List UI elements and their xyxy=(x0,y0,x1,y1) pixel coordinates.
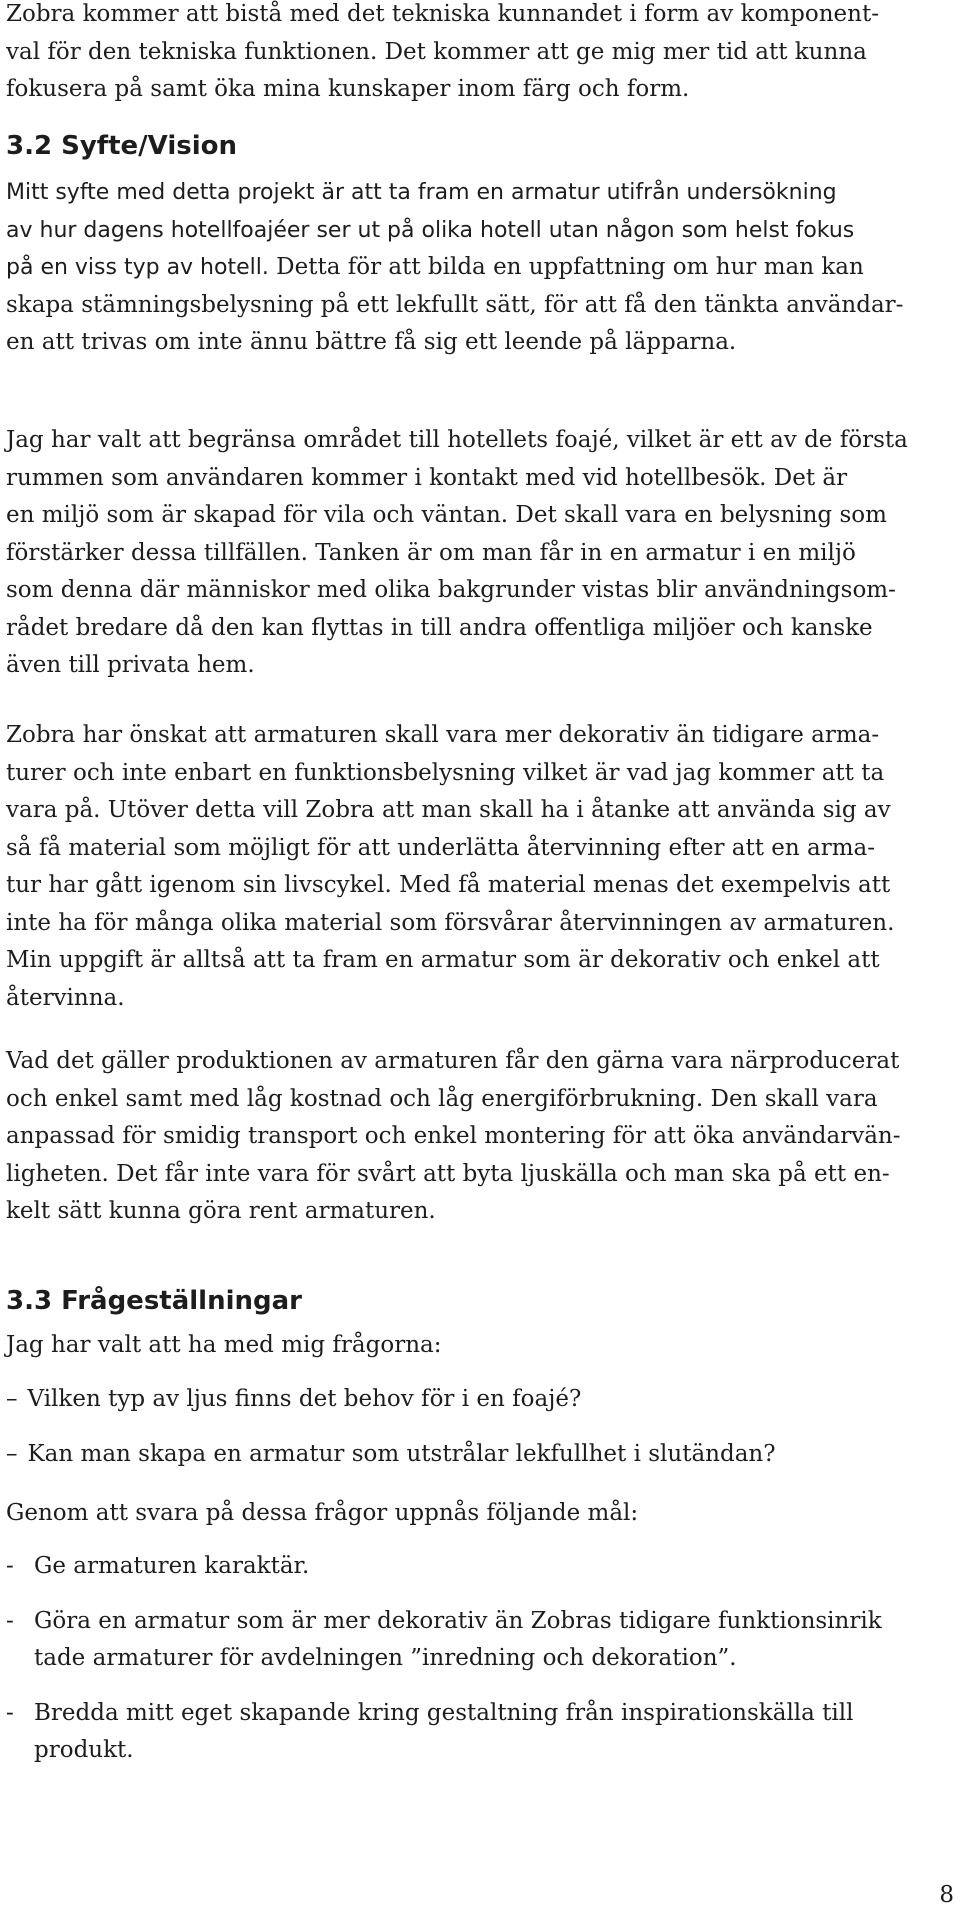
text-line: kelt sätt kunna göra rent armaturen. xyxy=(6,1198,436,1224)
production-paragraph xyxy=(6,1043,901,1231)
hyphen-bullet: - xyxy=(6,1699,14,1726)
text-line: och enkel samt med låg kostnad och låg energiförbrukning. Den skall vara xyxy=(6,1085,878,1112)
text-line: Vad det gäller produktionen av armaturen får den gärna vara närproducerat xyxy=(6,1048,900,1074)
text-line: anpassad för smidig transport och enkel montering för att öka användarvän- xyxy=(6,1123,901,1149)
questions-intro: Jag har valt att ha med mig frågorna: xyxy=(6,1332,442,1358)
question-text: Kan man skapa en armatur som utstrålar lekfullhet i slutändan? xyxy=(27,1440,776,1467)
zobra-requirements-paragraph xyxy=(6,717,894,1017)
text-line: vara på. Utöver detta vill Zobra att man skall ha i åtanke att använda sig av xyxy=(6,797,891,823)
list-item xyxy=(6,1381,776,1419)
text-line: som denna där människor med olika bakgrunder vistas blir användningsom- xyxy=(6,577,896,603)
intro-paragraph xyxy=(6,0,879,109)
text-line: rummen som användaren kommer i kontakt med vid hotellbesök. Det är xyxy=(6,464,848,491)
text-line: återvinna. xyxy=(6,984,125,1011)
hyphen-bullet: - xyxy=(6,1607,14,1634)
text-line: fokusera på samt öka mina kunskaper inom färg och form. xyxy=(6,76,690,102)
dash-bullet: – xyxy=(6,1440,18,1467)
question-list xyxy=(6,1381,776,1473)
text-line: förstärker dessa tillfällen. Tanken är om man får in en armatur i en miljö xyxy=(6,539,856,566)
text-line: val för den tekniska funktionen. Det kommer att ge mig mer tid att kunna xyxy=(6,38,867,65)
scope-paragraph xyxy=(6,422,908,685)
text-line: ligheten. Det får inte vara för svårt att byta ljuskälla och man ska på ett en- xyxy=(6,1160,890,1187)
goal-list xyxy=(6,1548,882,1770)
purpose-paragraph xyxy=(6,174,903,362)
goals-intro: Genom att svara på dessa frågor uppnås följande mål: xyxy=(6,1500,639,1526)
goal-text: produkt. xyxy=(34,1737,134,1763)
text-line: Zobra kommer att bistå med det tekniska kunnandet i form av komponent- xyxy=(6,1,879,27)
hyphen-bullet: - xyxy=(6,1553,14,1579)
text-fragment: Detta för att bilda en uppfattning om hur man kan xyxy=(268,254,864,280)
text-line: turer och inte enbart en funktionsbelysning vilket är vad jag kommer att ta xyxy=(6,759,885,786)
text-line: rådet bredare då den kan flyttas in till andra offentliga miljöer och kanske xyxy=(6,614,873,641)
text-line: tur har gått igenom sin livscykel. Med få material menas det exempelvis att xyxy=(6,872,891,898)
text-line: skapa stämningsbelysning på ett lekfullt sätt, för att få den tänkta användar- xyxy=(6,291,904,318)
text-line: så få material som möjligt för att underlätta återvinning efter att en arma- xyxy=(6,834,875,861)
list-item xyxy=(6,1695,882,1770)
dash-bullet: – xyxy=(6,1386,18,1412)
text-line: en miljö som är skapad för vila och väntan. Det skall vara en belysning som xyxy=(6,502,887,528)
section-heading-3-3: 3.3 Frågeställningar xyxy=(6,1286,303,1316)
text-fragment: på en viss typ av hotell. xyxy=(6,255,269,280)
text-line: Mitt syfte med detta projekt är att ta fram en armatur utifrån undersökning xyxy=(6,180,837,205)
text-line: inte ha för många olika material som försvårar återvinningen av armaturen. xyxy=(6,909,895,936)
list-item xyxy=(6,1603,882,1678)
list-item xyxy=(6,1548,882,1586)
text-line: Min uppgift är alltså att ta fram en armatur som är dekorativ och enkel att xyxy=(6,947,880,973)
text-line: även till privata hem. xyxy=(6,652,255,678)
goal-text: tade armaturer för avdelningen ”inredning och dekoration”. xyxy=(34,1645,737,1671)
goal-text: Göra en armatur som är mer dekorativ än Zobras tidigare funktionsinrik xyxy=(34,1607,882,1634)
goal-text: Ge armaturen karaktär. xyxy=(34,1553,310,1579)
text-line: Zobra har önskat att armaturen skall vara mer dekorativ än tidigare arma- xyxy=(6,722,880,748)
text-line: Jag har valt att begränsa området till hotellets foajé, vilket är ett av de första xyxy=(6,427,908,453)
question-text: Vilken typ av ljus finns det behov för i en foajé? xyxy=(27,1386,582,1412)
page-number: 8 xyxy=(939,1882,954,1908)
text-line: en att trivas om inte ännu bättre få sig ett leende på läpparna. xyxy=(6,329,737,355)
section-heading-3-2: 3.2 Syfte/Vision xyxy=(6,131,237,161)
goal-text: Bredda mitt eget skapande kring gestaltning från inspirationskälla till xyxy=(34,1699,854,1726)
text-line xyxy=(6,249,903,287)
text-line: av hur dagens hotellfoajéer ser ut på olika hotell utan någon som helst fokus xyxy=(6,217,855,243)
list-item xyxy=(6,1436,776,1474)
